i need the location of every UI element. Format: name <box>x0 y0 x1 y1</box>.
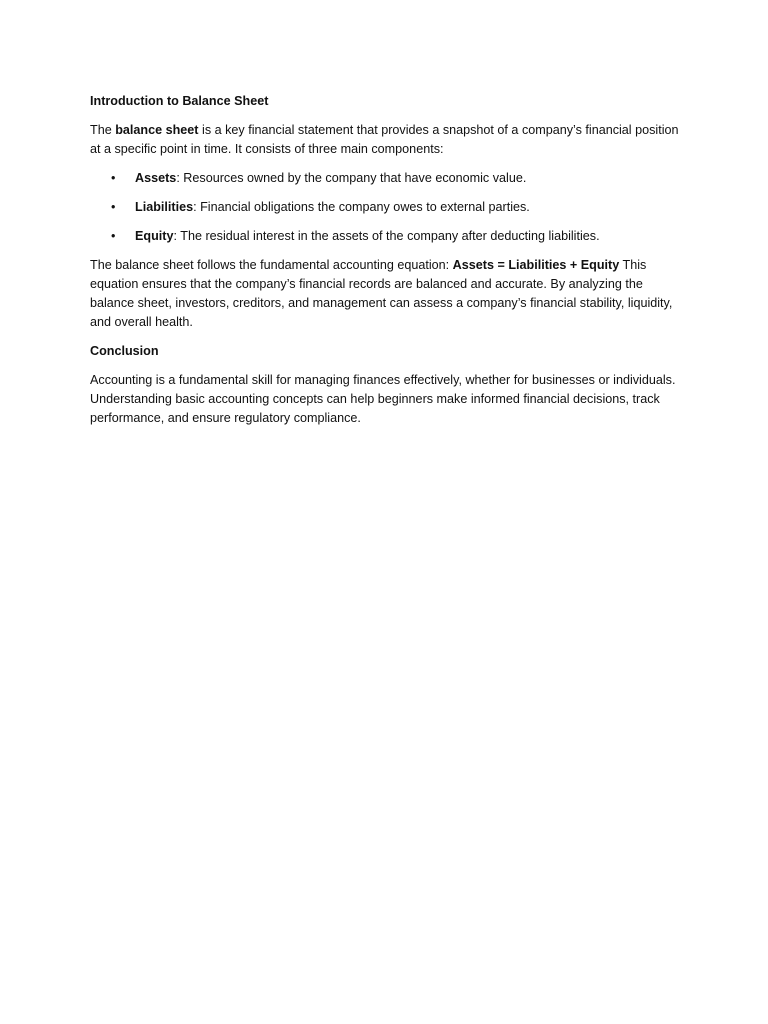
list-item-desc: : The residual interest in the assets of the company after deducting liabilities. <box>173 229 600 243</box>
accounting-equation: Assets = Liabilities + Equity <box>452 258 620 272</box>
intro-text-start: The <box>90 123 116 137</box>
list-item-term: Liabilities <box>135 200 194 214</box>
equation-paragraph <box>90 256 680 332</box>
section-heading-conclusion: Conclusion <box>90 344 159 358</box>
conclusion-paragraph: Accounting is a fundamental skill for managing finances effectively, whether for businesses or individuals. Understanding basic accounting concepts can help beginners make informed financial decisions, track performance, and ensure regulatory compliance. <box>90 373 676 425</box>
bullet-icon: • <box>111 200 116 214</box>
components-list <box>90 169 680 246</box>
list-item-desc: : Resources owned by the company that have economic value. <box>176 171 527 185</box>
list-item-desc: : Financial obligations the company owes to external parties. <box>193 200 530 214</box>
bullet-icon: • <box>111 171 116 185</box>
list-item-term: Equity <box>135 229 174 243</box>
list-item-liabilities <box>90 198 680 217</box>
document-page <box>90 92 680 438</box>
list-item-assets <box>90 169 680 188</box>
intro-text-rest: is a key financial statement that provides a snapshot of a company’s financial position at a specific point in time. It consists of three main components: <box>90 123 679 156</box>
section-heading-balance-sheet: Introduction to Balance Sheet <box>90 94 269 108</box>
intro-paragraph <box>90 121 680 159</box>
intro-bold-term: balance sheet <box>115 123 199 137</box>
equation-text-start: The balance sheet follows the fundamental accounting equation: <box>90 258 453 272</box>
equation-text-rest: This equation ensures that the company’s financial records are balanced and accurate. By analyzing the balance sheet, investors, creditors, and management can assess a company’s financial stability, liquidity, and overall health. <box>90 258 673 329</box>
list-item-equity <box>90 227 680 246</box>
list-item-term: Assets <box>135 171 177 185</box>
bullet-icon: • <box>111 229 116 243</box>
